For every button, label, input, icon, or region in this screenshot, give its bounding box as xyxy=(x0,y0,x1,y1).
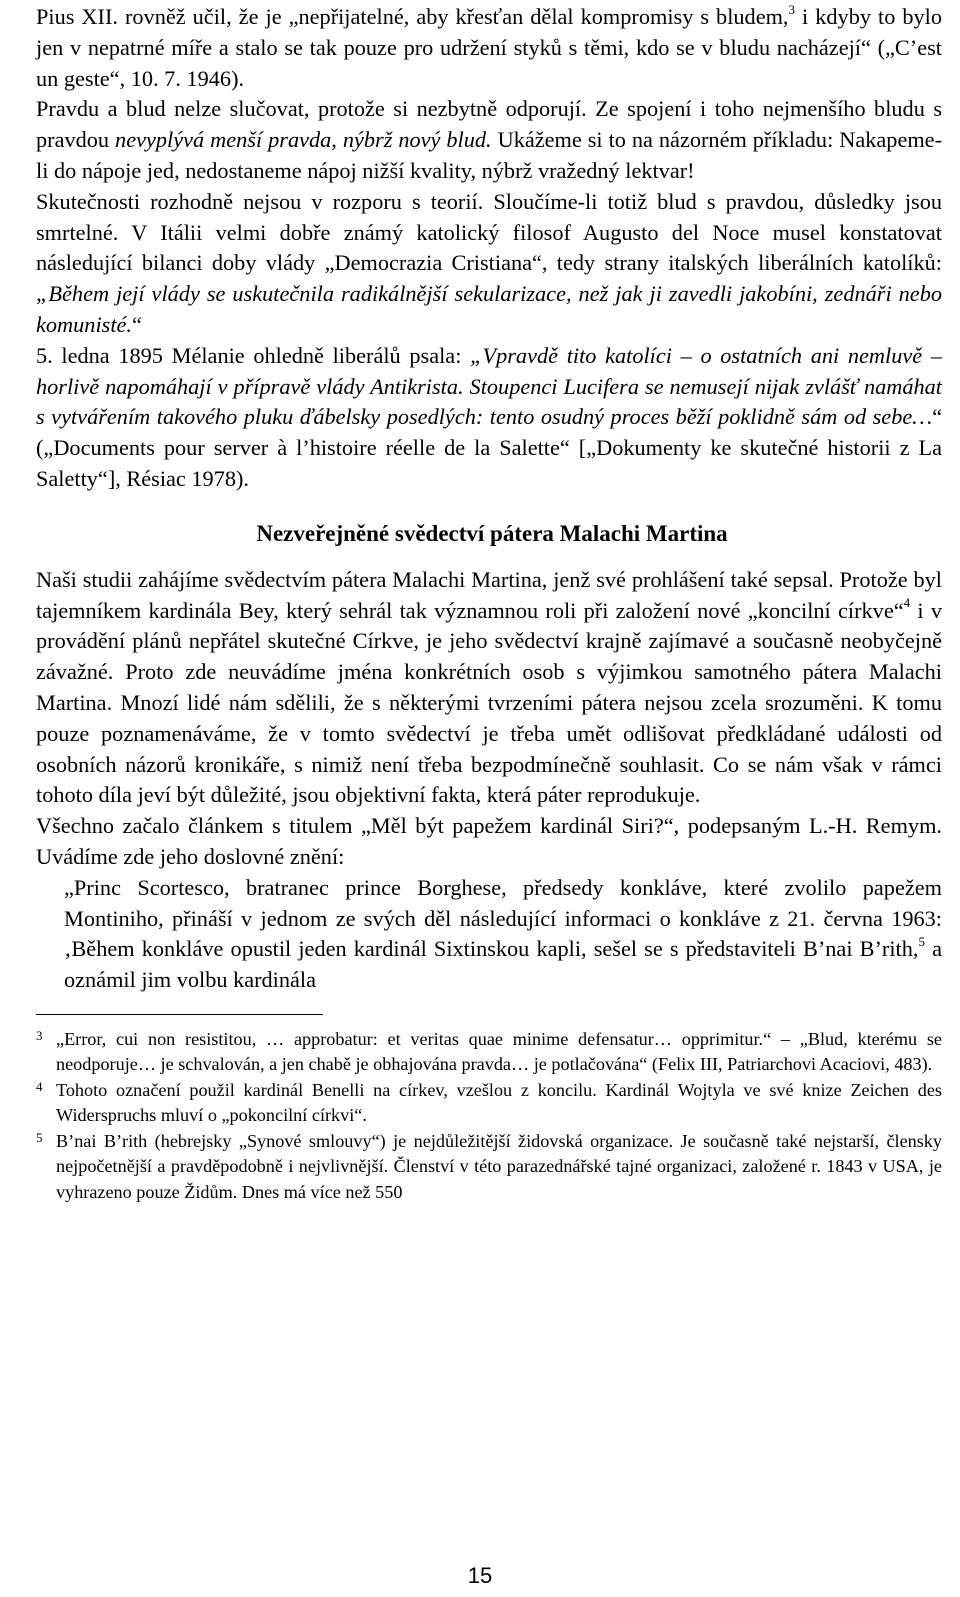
text-run: “ („Documents pour server à l’histoire réelle de la Salette“ [„Dokumenty ke skutečné historii z La Saletty“], Résiac 1978). xyxy=(36,404,942,491)
footnote-text: B’nai B’rith (hebrejsky „Synové smlouvy“) je nejdůležitější židovská organizace. Je současně také nejstarší, člensky nejpočetnější a pravděpodobně i nejvlivnější. Členství v této parazednářské tajné organizaci, založené r. 1843 v USA, je vyhrazeno pouze Židům. Dnes má více než 550 xyxy=(56,1130,942,1202)
page-content xyxy=(36,2,942,1205)
footnote-ref-4[interactable]: 4 xyxy=(903,595,911,611)
page-number: 15 xyxy=(467,1563,493,1588)
spacer xyxy=(36,549,942,565)
text-run: “ xyxy=(131,311,142,337)
paragraph-siri-article xyxy=(36,811,942,873)
paragraph-del-noce xyxy=(36,187,942,341)
footnote-number: 3 xyxy=(36,1027,43,1043)
spacer xyxy=(36,495,942,519)
footnote-3 xyxy=(36,1027,942,1078)
paragraph-scortesco-quote xyxy=(64,873,942,996)
footnote-number: 5 xyxy=(36,1129,43,1145)
footnote-text: „Error, cui non resistitou, … approbatur: et veritas quae minime defensatur… opprimitur.“ – „Blud, kterému se neodporuje… je schvalován, a jen chabě je obhajována pravda… je potlačována“ (Felix III, Patriarchovi Acaciovi, 483). xyxy=(56,1028,942,1075)
footnote-5 xyxy=(36,1129,942,1206)
footnote-separator xyxy=(36,1014,323,1015)
text-run: 5. ledna 1895 Mélanie ohledně liberálů psala: xyxy=(36,342,471,368)
text-run: Pravdu a blud nelze slučovat, protože si nezbytně odporují. Ze spojení i toho nejmenšího bludu s pravdou xyxy=(36,96,942,153)
text-run: a oznámil jim volbu kardinála xyxy=(64,936,942,993)
text-run: Naši studii zahájíme svědectvím pátera Malachi Martina, jenž své prohlášení také sepsal. Protože byl tajemníkem kardinála Bey, který sehrál tak významnou roli při založení nové „koncilní církve“ xyxy=(36,566,942,623)
footnote-text: Tohoto označení použil kardinál Benelli na církev, vzešlou z koncilu. Kardinál Wojtyla ve své knize Zeichen des Widerspruchs mluví o „pokoncilní církvi“. xyxy=(56,1079,942,1126)
footnote-4 xyxy=(36,1078,942,1129)
footnote-ref-5[interactable]: 5 xyxy=(918,933,925,949)
footnote-number: 4 xyxy=(36,1078,43,1094)
text-run: i v provádění plánů nepřátel skutečné Církve, je jeho svědectví krajně zajímavé a současně neobyčejně závažné. Proto zde neuvádíme jména konkrétních osob s výjimkou samotného pátera Malachi Martina. Mnozí lidé nám sdělili, že s některými tvrzeními pátera nejsou zcela srozuměni. K tomu pouze poznamenáváme, že v tomto svědectví je třeba umět odlišovat předkládané události od osobních názorů kronikáře, s nimiž není třeba bezpodmínečně souhlasit. Co se nám však v rámci tohoto díla jeví být důležité, jsou objektivní fakta, která páter reprodukuje. xyxy=(36,597,942,808)
italic-quote: „Během její vlády se uskutečnila radikálnější sekularizace, než jak ji zavedli jakobíni, zednáři nebo komunisté. xyxy=(36,281,942,337)
paragraph-melanie xyxy=(36,341,942,495)
text-run: i kdyby to bylo jen v nepatrné míře a stalo se tak pouze pro udržení styků s těmi, kdo se v bludu nacházejí“ („C’est un geste“, 10. 7. 1946). xyxy=(36,4,943,91)
footnote-ref-3[interactable]: 3 xyxy=(788,1,796,17)
text-run: Skutečnosti rozhodně nejsou v rozporu s teorií. Sloučíme-li totiž blud s pravdou, důsledky jsou smrtelné. V Itálii velmi dobře známý katolický filosof Augusto del Noce musel konstatovat následující bilanci doby vlády „Democrazia Cristiana“, tedy strany italských liberálních katolíků: xyxy=(36,188,942,276)
paragraph-pius-xii xyxy=(36,2,942,94)
text-run: „Princ Scortesco, bratranec prince Borghese, předsedy konkláve, které zvolilo papežem Montiniho, přináší v jednom ze svých děl následující informaci o konkláve z 21. června 1963: ‚Během konkláve opustil jeden kardinál Sixtinskou kapli, sešel se s představiteli B’nai B’rith, xyxy=(64,874,942,962)
italic-quote: „Vpravdě tito katolíci – o ostatních ani nemluvě – horlivě napomáhají v přípravě vlády Antikrista. Stoupenci Lucifera se nemusejí nijak zvlášť namáhat s vytvářením takového pluku ďábelsky posedlých: tento osudný proces běží poklidně sám od sebe… xyxy=(36,342,942,430)
paragraph-malachi-martin xyxy=(36,565,942,811)
text-run: Pius XII. rovněž učil, že je „nepřijatelné, aby křesťan dělal kompromisy s bludem, xyxy=(36,4,789,29)
text-run: Ukážeme si to na názorném příkladu: Nakapeme-li do nápoje jed, nedostaneme nápoj nižší kvality, nýbrž vražedný lektvar! xyxy=(36,127,942,183)
italic-text: nevyplývá menší pravda, nýbrž nový blud. xyxy=(115,127,492,153)
paragraph-truth-error xyxy=(36,94,942,186)
text-run: Všechno začalo článkem s titulem „Měl být papežem kardinál Siri?“, podepsaným L.-H. Remym. Uvádíme zde jeho doslovné znění: xyxy=(36,813,942,869)
section-heading: Nezveřejněné svědectví pátera Malachi Martina xyxy=(256,520,728,546)
